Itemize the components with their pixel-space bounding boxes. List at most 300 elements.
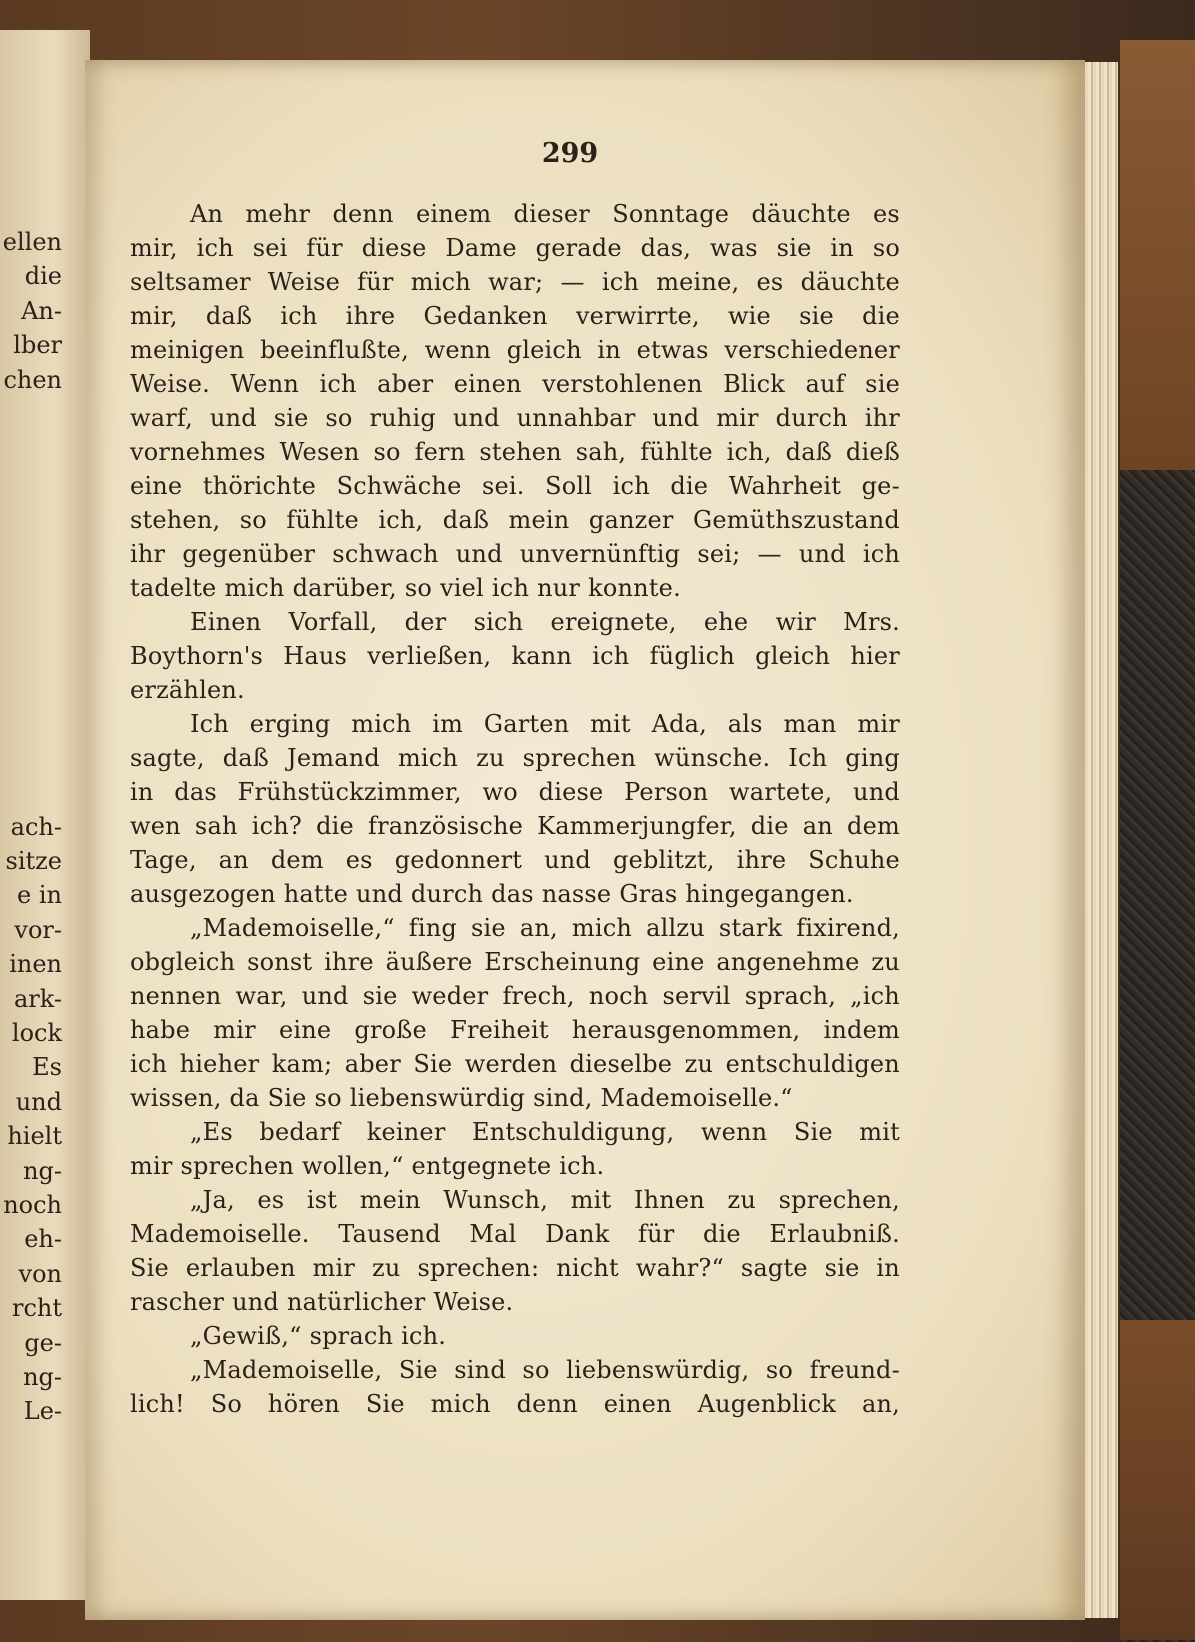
word: — — [757, 540, 782, 568]
word: ehe — [703, 608, 749, 636]
word: sprach — [309, 1322, 394, 1350]
text-line — [130, 1013, 900, 1047]
word: da — [229, 1084, 260, 1112]
word: Dank — [545, 1220, 610, 1248]
word: durch — [775, 404, 848, 432]
word: sah, — [575, 438, 627, 466]
word: zu — [372, 1254, 401, 1282]
word: keiner — [366, 1118, 446, 1146]
text-line — [130, 1183, 900, 1217]
word: mit — [859, 1118, 900, 1146]
word: natürlicher — [286, 1288, 426, 1316]
word: sprechen, — [778, 1186, 900, 1214]
word: etwas — [636, 336, 709, 364]
word: Gemüthszustand — [692, 506, 900, 534]
word: einem — [415, 200, 492, 228]
word: gegenüber — [182, 540, 316, 568]
left-page-fragment: hielt — [7, 1122, 62, 1151]
word: so — [373, 438, 401, 466]
word: mit — [590, 710, 631, 738]
word: sie — [865, 370, 900, 398]
left-page-fragment: ellen — [2, 228, 62, 256]
word: Mrs. — [843, 608, 900, 636]
word: So — [210, 1390, 243, 1418]
text-line — [130, 401, 900, 435]
word: indem — [823, 1016, 900, 1044]
word: gedonnert — [394, 846, 523, 874]
word: mich — [410, 268, 471, 296]
word: ereignete, — [550, 608, 677, 636]
word: unnahbar — [516, 404, 636, 432]
word: fühlte — [286, 506, 359, 534]
book-cover-edge — [1120, 40, 1195, 1642]
word: Gras — [619, 880, 678, 908]
text-line — [130, 639, 900, 673]
word: rascher — [130, 1288, 225, 1316]
word: stark — [718, 914, 783, 942]
word: ich — [491, 574, 530, 602]
word: viel — [440, 574, 484, 602]
word: sie — [824, 1254, 860, 1282]
word: in — [876, 1254, 900, 1282]
word: in — [130, 778, 154, 806]
word: so — [765, 1356, 794, 1384]
word: in — [830, 234, 854, 262]
text-line — [130, 537, 900, 571]
word: und — [652, 404, 700, 432]
word: Ich — [190, 710, 229, 738]
word: däuchte — [800, 268, 900, 296]
word: mein — [508, 506, 570, 534]
word: Weise. — [130, 370, 210, 398]
word: mir, — [130, 234, 178, 262]
text-line — [130, 1047, 900, 1081]
word: ge- — [861, 472, 900, 500]
left-page-fragment: ng- — [23, 1156, 62, 1185]
word: Schuhe — [808, 846, 900, 874]
word: liebenswürdig — [349, 1084, 526, 1112]
word: der — [404, 608, 447, 636]
word: ich — [319, 370, 357, 398]
word: Gedanken — [423, 302, 548, 330]
word: mich — [430, 1390, 491, 1418]
text-line — [130, 1387, 900, 1421]
word: lich! — [130, 1390, 185, 1418]
left-page-fragment: rcht — [11, 1294, 62, 1323]
text-line — [130, 299, 900, 333]
word: Erlaubniß. — [769, 1220, 900, 1248]
word: sind, — [533, 1084, 593, 1112]
word: Wunsch, — [443, 1186, 549, 1214]
word: An — [190, 200, 224, 228]
word: angenehme — [716, 948, 860, 976]
word: ihr — [130, 540, 166, 568]
word: geblitzt, — [613, 846, 715, 874]
text-line — [130, 911, 900, 945]
word: Soll — [545, 472, 593, 500]
word: herausgenommen, — [571, 1016, 801, 1044]
word: sprechen — [522, 744, 637, 772]
word: ausgezogen — [130, 880, 276, 908]
word: mir — [312, 1254, 356, 1282]
word: mein — [359, 1186, 421, 1214]
word: gleich — [506, 336, 582, 364]
word: und — [232, 1288, 279, 1316]
word: so — [314, 1084, 342, 1112]
left-page-fragment: lock — [11, 1018, 62, 1047]
word: ganzer — [588, 506, 674, 534]
word: sie — [776, 234, 812, 262]
word: „Mademoiselle, — [190, 1356, 383, 1384]
left-page-fragment: von — [18, 1259, 62, 1288]
word: durch — [410, 880, 484, 908]
text-line — [130, 979, 900, 1013]
word: ist — [306, 1186, 338, 1214]
word: ihre — [345, 302, 396, 330]
word: Wenn — [230, 370, 300, 398]
word: an — [802, 812, 833, 840]
word: stehen, — [130, 506, 221, 534]
word: sei; — [697, 540, 741, 568]
word: sonst — [247, 948, 313, 976]
word: kam; — [271, 1050, 333, 1078]
word: so — [404, 574, 432, 602]
word: einen — [603, 1390, 672, 1418]
word: aber — [344, 1050, 401, 1078]
word: allzu — [646, 914, 705, 942]
word: sprach, — [744, 982, 837, 1010]
left-page-fragment — [2, 535, 62, 569]
word: für — [357, 268, 394, 296]
word: das — [174, 778, 217, 806]
word: die — [750, 812, 789, 840]
word: an — [218, 846, 249, 874]
word: ich, — [726, 438, 772, 466]
left-page-text — [2, 225, 62, 1429]
text-line — [130, 945, 900, 979]
text-line — [130, 673, 900, 707]
word: an, — [861, 1390, 900, 1418]
text-line — [130, 707, 900, 741]
word: denn — [332, 200, 394, 228]
word: zu — [684, 1050, 714, 1078]
left-page-fragment: und — [15, 1087, 62, 1116]
word: was — [709, 234, 758, 262]
word: das — [491, 880, 534, 908]
word: meine, — [656, 268, 740, 296]
text-line — [130, 1081, 900, 1115]
word: es — [873, 200, 900, 228]
word: sie — [273, 404, 309, 432]
word: ich — [862, 540, 900, 568]
text-line — [130, 333, 900, 367]
left-page — [0, 30, 90, 1600]
word: Schwäche — [336, 472, 462, 500]
word: sei. — [482, 472, 525, 500]
left-page-fragment: lber — [13, 331, 62, 360]
text-line — [130, 1115, 900, 1149]
word: es — [756, 268, 784, 296]
word: mir — [857, 710, 900, 738]
text-line — [130, 571, 900, 605]
word: wen — [130, 812, 181, 840]
word: Mademoiselle. — [130, 1220, 310, 1248]
text-line — [130, 265, 900, 299]
leather-corner-bottom — [1120, 1320, 1195, 1640]
word: wartete, — [729, 778, 833, 806]
word: äußere — [385, 948, 473, 976]
word: und — [452, 404, 500, 432]
word: Person — [624, 778, 709, 806]
word: Sie — [413, 1050, 453, 1078]
word: Garten — [483, 710, 570, 738]
word: erzählen. — [130, 676, 245, 704]
word: Sonntage — [612, 200, 730, 228]
left-page-fragment — [2, 466, 62, 500]
text-line — [130, 1285, 900, 1319]
word: mir — [716, 404, 759, 432]
word: dieser — [513, 200, 590, 228]
word: sagte, — [130, 744, 205, 772]
page-number: 299 — [541, 138, 599, 169]
word: beeinflußte, — [260, 336, 409, 364]
word: und — [455, 540, 503, 568]
text-line — [130, 605, 900, 639]
word: Jemand — [287, 744, 380, 772]
word: diese — [361, 234, 427, 262]
word: auf — [805, 370, 845, 398]
word: seltsamer — [130, 268, 251, 296]
word: ich, — [378, 506, 424, 534]
word: fern — [414, 438, 466, 466]
word: einen — [453, 370, 522, 398]
left-page-fragment: Es — [32, 1053, 62, 1082]
word: und — [544, 846, 591, 874]
word: füglich — [649, 642, 735, 670]
text-line — [130, 1353, 900, 1387]
word: und — [209, 404, 257, 432]
word: Sie — [365, 1390, 405, 1418]
word: dem — [270, 846, 324, 874]
word: ich. — [401, 1322, 447, 1350]
word: servil — [662, 982, 731, 1010]
word: zu — [727, 1186, 757, 1214]
word: daß — [785, 438, 832, 466]
word: warf, — [130, 404, 193, 432]
word: hören — [267, 1390, 340, 1418]
word: erlauben — [185, 1254, 296, 1282]
word: große — [354, 1016, 427, 1044]
word: mir, — [130, 302, 178, 330]
word: Haus — [283, 642, 348, 670]
word: verstohlenen — [542, 370, 703, 398]
left-page-fragment: ark- — [13, 984, 62, 1013]
word: und — [853, 778, 900, 806]
word: nicht — [556, 1254, 619, 1282]
word: wie — [727, 302, 771, 330]
word: mehr — [245, 200, 311, 228]
left-page-fragment: An- — [21, 296, 62, 325]
word: Entschuldigung, — [472, 1118, 675, 1146]
word: „Es — [190, 1118, 233, 1146]
word: Ich — [788, 744, 828, 772]
text-line — [130, 469, 900, 503]
word: „Ja, — [190, 1186, 235, 1214]
word: verschiedener — [724, 336, 900, 364]
word: Weise — [267, 268, 340, 296]
word: gerade — [535, 234, 622, 262]
word: dieselbe — [569, 1050, 673, 1078]
word: hatte — [283, 880, 349, 908]
word: liebenswürdig, — [566, 1356, 750, 1384]
word: Wesen — [279, 438, 360, 466]
word: Kammerjungfer, — [537, 812, 737, 840]
word: und — [798, 540, 846, 568]
word: sah — [194, 812, 238, 840]
left-page-fragment: ge- — [24, 1328, 62, 1357]
word: so — [239, 506, 267, 534]
left-page-fragment — [2, 397, 62, 431]
word: wollen,“ — [302, 1152, 404, 1180]
text-line — [130, 503, 900, 537]
word: und — [301, 982, 349, 1010]
word: stehen — [479, 438, 562, 466]
left-page-fragment: vor- — [14, 915, 62, 944]
left-page-fragment: e in — [17, 881, 62, 910]
word: fing — [408, 914, 457, 942]
word: so — [872, 234, 900, 262]
word: thörichte — [202, 472, 317, 500]
word: „Gewiß,“ — [190, 1322, 302, 1350]
word: dem — [847, 812, 900, 840]
word: Wahrheit — [728, 472, 842, 500]
word: sagte — [740, 1254, 808, 1282]
word: diese — [538, 778, 604, 806]
word: Mal — [469, 1220, 517, 1248]
word: freund- — [809, 1356, 900, 1384]
word: noch — [588, 982, 649, 1010]
text-line — [130, 1217, 900, 1251]
word: däuchte — [751, 200, 851, 228]
word: ich — [280, 302, 318, 330]
word: hier — [850, 642, 900, 670]
word: entgegnete — [411, 1152, 552, 1180]
word: daß — [222, 744, 269, 772]
left-page-fragment — [2, 569, 62, 603]
word: Tausend — [338, 1220, 441, 1248]
word: unvernünftig — [519, 540, 681, 568]
left-page-fragment: eh- — [24, 1225, 62, 1254]
left-page-fragment — [2, 741, 62, 775]
word: Frühstückzimmer, — [237, 778, 462, 806]
word: sei — [252, 234, 288, 262]
word: ich — [601, 268, 640, 296]
text-line — [130, 1251, 900, 1285]
word: ihre — [324, 948, 374, 976]
word: die — [702, 1220, 741, 1248]
word: darüber, — [292, 574, 397, 602]
word: mich — [571, 914, 633, 942]
word: wissen, — [130, 1084, 222, 1112]
text-line — [130, 435, 900, 469]
text-line — [130, 1319, 900, 1353]
word: es — [257, 1186, 285, 1214]
left-page-fragment: inen — [9, 950, 62, 979]
word: sie — [799, 302, 834, 330]
word: verwirrte, — [575, 302, 700, 330]
word: „Mademoiselle,“ — [190, 914, 395, 942]
word: für — [638, 1220, 675, 1248]
word: an, — [519, 914, 558, 942]
left-page-fragment: noch — [3, 1190, 62, 1219]
word: eine — [652, 948, 705, 976]
word: ich — [196, 234, 234, 262]
word: hingegangen. — [685, 880, 854, 908]
word: Freiheit — [450, 1016, 549, 1044]
word: so — [522, 1356, 550, 1384]
word: Mademoiselle.“ — [600, 1084, 793, 1112]
word: ich. — [559, 1152, 605, 1180]
word: Sie — [267, 1084, 307, 1112]
word: erging — [249, 710, 331, 738]
left-page-fragment — [2, 775, 62, 809]
word: ich? — [251, 812, 302, 840]
text-line — [130, 843, 900, 877]
word: Ihnen — [633, 1186, 705, 1214]
word: mit — [570, 1186, 612, 1214]
leather-corner-top — [1120, 40, 1195, 470]
word: sprechen — [180, 1152, 295, 1180]
word: fixirend, — [796, 914, 900, 942]
word: obgleich — [130, 948, 236, 976]
word: wenn — [424, 336, 492, 364]
text-line — [130, 741, 900, 775]
left-page-fragment: ng- — [23, 1362, 62, 1391]
word: gleich — [755, 642, 831, 670]
word: aber — [377, 370, 434, 398]
word: entschuldigen — [725, 1050, 900, 1078]
word: in — [597, 336, 621, 364]
text-line — [130, 775, 900, 809]
text-line — [130, 231, 900, 265]
word: schwach — [332, 540, 439, 568]
word: es — [345, 846, 373, 874]
word: wir — [775, 608, 816, 636]
word: eine — [130, 472, 183, 500]
word: nennen — [130, 982, 222, 1010]
left-page-fragment: Le- — [23, 1397, 62, 1426]
text-line — [130, 877, 900, 911]
word: frech, — [502, 982, 575, 1010]
word: ihr — [864, 404, 900, 432]
word: ihre — [736, 846, 787, 874]
word: meinigen — [130, 336, 245, 364]
word: Vorfall, — [288, 608, 378, 636]
word: Tage, — [130, 846, 197, 874]
word: wo — [482, 778, 518, 806]
word: tadelte — [130, 574, 217, 602]
word: habe — [130, 1016, 191, 1044]
text-line — [130, 367, 900, 401]
word: und — [356, 880, 403, 908]
left-page-fragment — [2, 706, 62, 740]
word: weder — [411, 982, 489, 1010]
word: so — [325, 404, 353, 432]
word: fühlte — [640, 438, 713, 466]
word: daß — [205, 302, 253, 330]
word: die — [316, 812, 354, 840]
word: ging — [845, 744, 900, 772]
